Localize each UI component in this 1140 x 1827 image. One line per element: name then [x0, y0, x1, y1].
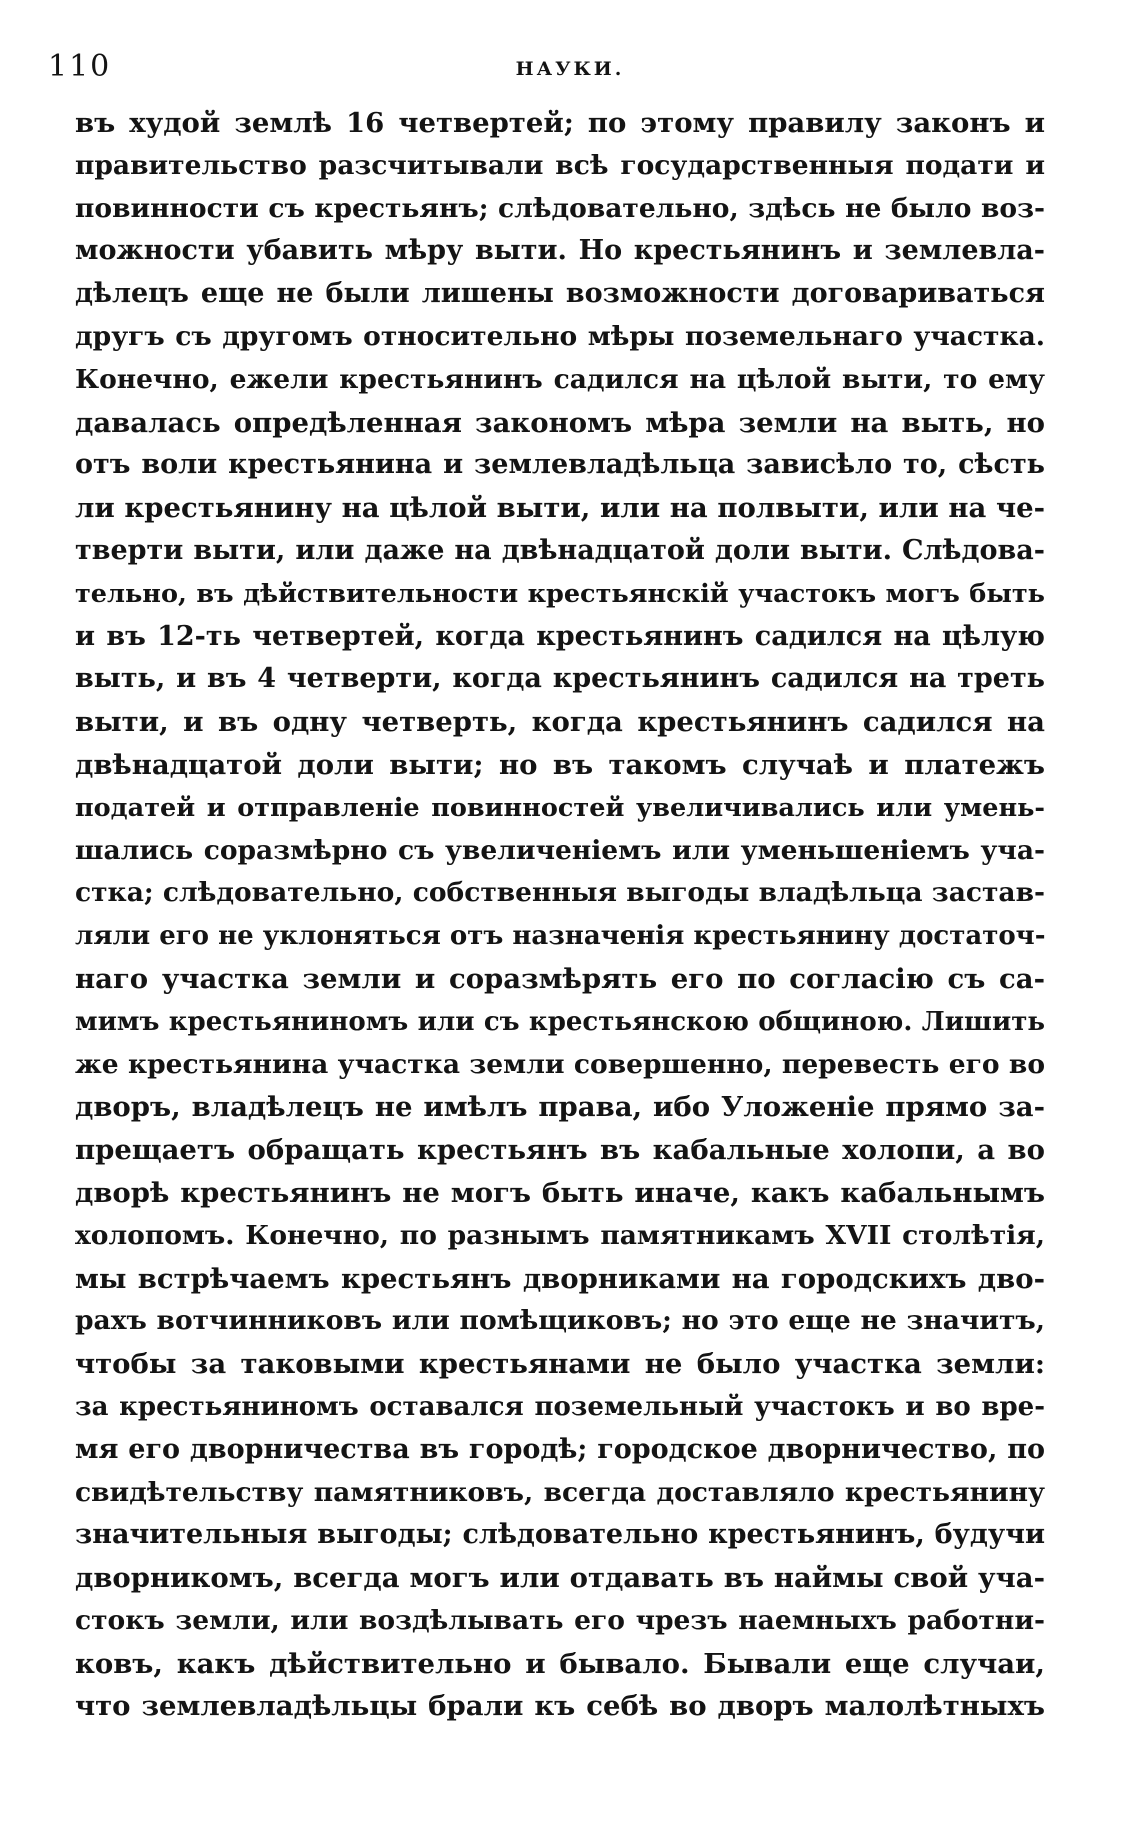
text-line: мя его дворничества въ городѣ; городское дворничество, по: [75, 1433, 1045, 1465]
text-line: давалась опредѣленная закономъ мѣра земли на выть, но: [75, 406, 1045, 439]
text-line: податей и отправленіе повинностей увеличивались или умень-: [75, 792, 1045, 823]
text-line: наго участка земли и соразмѣрять его по согласію съ са-: [75, 962, 1045, 995]
text-line: отъ воли крестьянина и землевладѣльца зависѣло то, сѣсть: [75, 449, 1045, 481]
running-head: НАУКИ.: [515, 58, 625, 80]
text-line: мимъ крестьяниномъ или съ крестьянскою общиною. Лишить: [75, 1006, 1045, 1037]
text-line: и въ 12-ть четвертей, когда крестьянинъ садился на цѣлую: [75, 620, 1045, 652]
text-line: повинности съ крестьянъ; слѣдовательно, здѣсь не было воз-: [75, 192, 1045, 224]
text-line: дворникомъ, всегда могъ или отдавать въ наймы свой уча-: [75, 1562, 1045, 1595]
text-line: дѣлецъ еще не были лишены возможности договариваться: [75, 278, 1045, 310]
text-line: же крестьянина участка земли совершенно, перевесть его во: [75, 1048, 1045, 1080]
text-line: холопомъ. Конечно, по разнымъ памятникамъ XVII столѣтія,: [75, 1219, 1045, 1251]
text-line: выть, и въ 4 четверти, когда крестьянинъ садился на треть: [75, 663, 1045, 695]
text-line: двѣнадцатой доли выти; но въ такомъ случаѣ и платежъ: [75, 748, 1045, 781]
text-line: шались соразмѣрно съ увеличеніемъ или уменьшеніемъ уча-: [75, 834, 1045, 866]
text-line: въ худой землѣ 16 четвертей; по этому правилу законъ и: [75, 107, 1045, 139]
page-number: 110: [48, 49, 112, 84]
text-line: чтобы за таковыми крестьянами не было участка земли:: [75, 1348, 1045, 1381]
text-line: стокъ земли, или воздѣлывать его чрезъ наемныхъ работни-: [75, 1604, 1045, 1636]
text-line: дворъ, владѣлецъ не имѣлъ права, ибо Уложеніе прямо за-: [75, 1091, 1045, 1124]
text-line: тверти выти, или даже на двѣнадцатой доли выти. Слѣдова-: [75, 534, 1045, 566]
text-line: можности убавить мѣру выти. Но крестьянинъ и землевла-: [75, 235, 1045, 267]
text-line: дворѣ крестьянинъ не могъ быть иначе, какъ кабальнымъ: [75, 1176, 1045, 1209]
text-line: что землевладѣльцы брали къ себѣ во дворъ малолѣтныхъ: [75, 1690, 1045, 1723]
text-line: тельно, въ дѣйствительности крестьянскій участокъ могъ быть: [75, 578, 1045, 609]
text-line: правительство разсчитывали всѣ государственныя подати и: [75, 149, 1045, 181]
text-line: свидѣтельству памятниковъ, всегда доставляло крестьянину: [75, 1476, 1045, 1508]
text-line: за крестьяниномъ оставался поземельный участокъ и во вре-: [75, 1391, 1045, 1422]
text-line: стка; слѣдовательно, собственныя выгоды владѣльца застав-: [75, 877, 1045, 909]
text-line: прещаетъ обращать крестьянъ въ кабальные холопи, а во: [75, 1134, 1045, 1167]
text-line: ляли его не уклоняться отъ назначенія крестьянину достаточ-: [75, 921, 1046, 952]
text-line: ли крестьянину на цѣлой выти, или на полвыти, или на че-: [75, 492, 1045, 525]
text-line: значительныя выгоды; слѣдовательно крестьянинъ, будучи: [75, 1519, 1045, 1551]
body-text: [75, 102, 1045, 1728]
text-line: рахъ вотчинниковъ или помѣщиковъ; но это еще не значитъ,: [75, 1305, 1045, 1337]
text-line: Конечно, ежели крестьянинъ садился на цѣлой выти, то ему: [75, 363, 1045, 395]
text-line: выти, и въ одну четверть, когда крестьянинъ садился на: [75, 706, 1045, 739]
text-line: другъ съ другомъ относительно мѣры поземельнаго участка.: [75, 320, 1045, 352]
text-line: мы встрѣчаемъ крестьянъ дворниками на городскихъ дво-: [75, 1262, 1045, 1295]
text-line: ковъ, какъ дѣйствительно и бывало. Бывали еще случаи,: [75, 1647, 1045, 1680]
